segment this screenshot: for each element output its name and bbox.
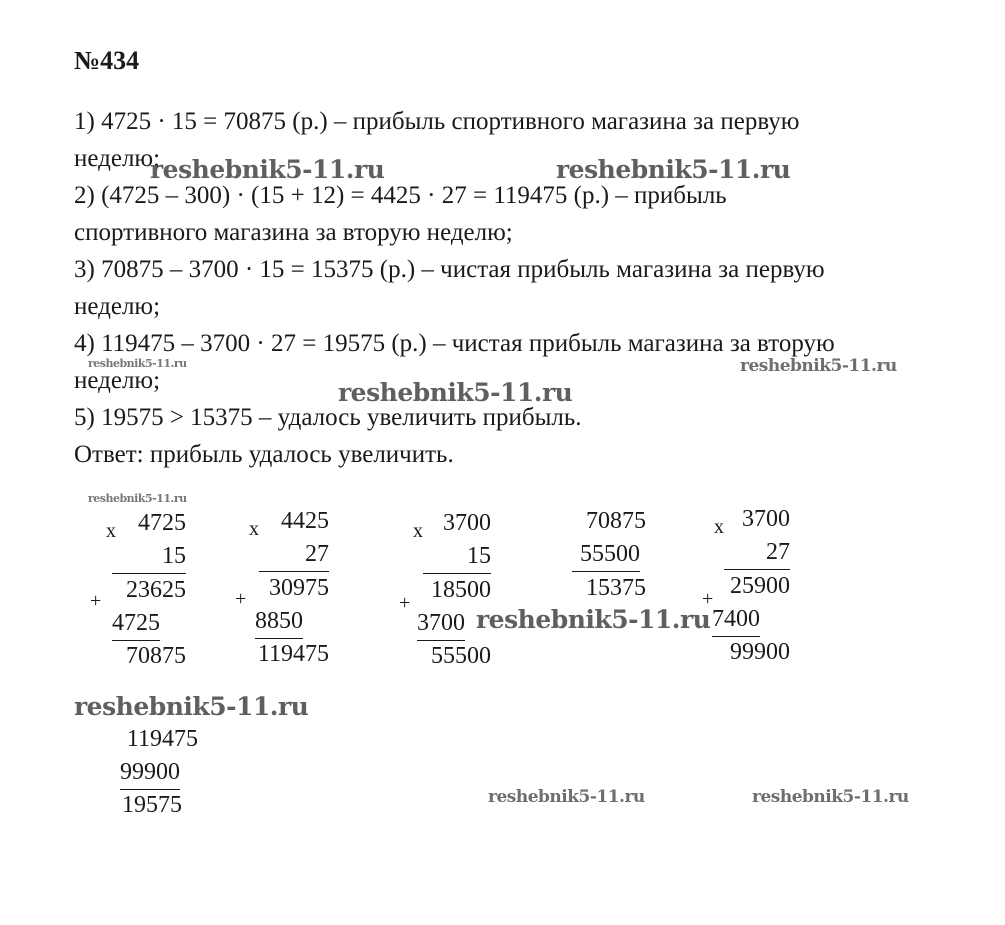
watermark: reshebnik5-11.ru [740, 356, 897, 376]
multiply-sign: x [714, 516, 724, 538]
calc-4725-x-15 [90, 507, 186, 673]
calc-3700-x-27 [702, 503, 790, 669]
multiply-sign: x [106, 520, 116, 542]
calc-row: 4725 [138, 510, 186, 536]
calc-4425-x-27 [235, 505, 329, 671]
multiply-sign: x [413, 520, 423, 542]
calc-row: 25900 [730, 573, 790, 599]
calc-row: 30975 [269, 575, 329, 601]
calc-row: 70875 [126, 643, 186, 669]
calc-row: 15 [423, 540, 491, 574]
watermark: reshebnik5-11.ru [88, 357, 187, 370]
calc-row: 70875 [586, 508, 646, 534]
solution-line-7: 4) 119475 – 3700 · 27 = 19575 (р.) – чистая прибыль магазина за вторую [74, 330, 835, 357]
plus-sign: + [399, 592, 411, 614]
solution-line-4: спортивного магазина за вторую неделю; [74, 219, 513, 246]
calc-row [116, 756, 198, 789]
calc-row-value: 3700 [417, 607, 465, 641]
calc-row: 119475 [257, 641, 329, 667]
watermark: reshebnik5-11.ru [476, 605, 711, 634]
calc-row: 23625 [126, 577, 186, 603]
calc-row [112, 607, 186, 640]
plus-sign: + [702, 588, 714, 610]
solution-line-8: неделю; [74, 367, 161, 394]
solution-line-5: 3) 70875 – 3700 · 15 = 15375 (р.) – чистая прибыль магазина за первую [74, 256, 825, 283]
calc-row: 3700 [742, 506, 790, 532]
solution-line-6: неделю; [74, 293, 161, 320]
watermark: reshebnik5-11.ru [74, 692, 309, 721]
calc-row: 99900 [730, 639, 790, 665]
solution-line-9: 5) 19575 > 15375 – удалось увеличить прибыль. [74, 404, 582, 431]
calc-3700-x-15 [399, 507, 491, 673]
solution-line-2: неделю; [74, 145, 161, 172]
solution-line-1: 1) 4725 · 15 = 70875 (р.) – прибыль спортивного магазина за первую [74, 108, 800, 135]
plus-sign: + [90, 590, 102, 612]
calc-row: 18500 [431, 577, 491, 603]
watermark: reshebnik5-11.ru [150, 155, 385, 184]
calc-row: 15375 [586, 575, 646, 601]
calc-119475-minus-99900 [116, 723, 198, 822]
calc-row: 4425 [281, 508, 329, 534]
calc-row: 3700 [443, 510, 491, 536]
watermark: reshebnik5-11.ru [488, 787, 645, 807]
answer-line: Ответ: прибыль удалось увеличить. [74, 441, 454, 468]
watermark: reshebnik5-11.ru [338, 378, 573, 407]
calc-row: 27 [724, 536, 790, 570]
calc-row: 15 [112, 540, 186, 574]
calc-row: 19575 [122, 792, 182, 818]
multiply-sign: x [249, 518, 259, 540]
calc-70875-minus-55500 [572, 505, 646, 605]
watermark: reshebnik5-11.ru [88, 492, 187, 505]
calc-row-value: 4725 [112, 607, 160, 641]
watermark: reshebnik5-11.ru [752, 787, 909, 807]
plus-sign: + [235, 588, 247, 610]
problem-number: №434 [74, 46, 140, 75]
calc-row-value: 7400 [712, 603, 760, 637]
calc-row [255, 605, 329, 638]
calc-row [712, 603, 790, 636]
calc-row: 27 [259, 538, 329, 572]
calc-row-value: 8850 [255, 605, 303, 639]
calc-row: 55500 [572, 538, 640, 572]
solution-line-3: 2) (4725 – 300) · (15 + 12) = 4425 · 27 = 119475 (р.) – прибыль [74, 182, 727, 209]
calc-row: 55500 [431, 643, 491, 669]
watermark: reshebnik5-11.ru [556, 155, 791, 184]
calc-row-value: 99900 [120, 756, 180, 790]
calc-row: 119475 [126, 726, 198, 752]
